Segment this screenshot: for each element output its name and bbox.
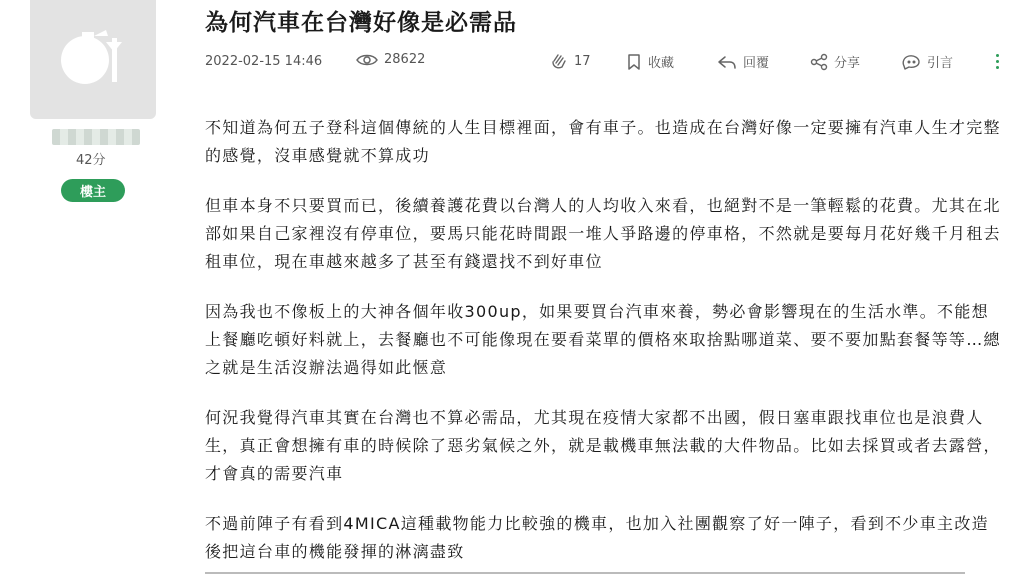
author-score: 42分 <box>76 153 106 168</box>
bookmark-label: 收藏 <box>648 56 675 71</box>
op-badge: 樓主 <box>61 179 125 202</box>
post-body <box>205 114 1005 588</box>
clap-icon <box>550 52 568 70</box>
divider <box>205 572 965 574</box>
eye-icon <box>356 53 378 67</box>
bomb-avatar-icon <box>58 28 130 88</box>
author-name-blurred[interactable] <box>52 129 140 145</box>
share-icon <box>810 53 828 71</box>
share-button[interactable] <box>810 52 860 71</box>
quote-icon <box>901 53 921 71</box>
quote-label: 引言 <box>927 56 954 71</box>
quote-button[interactable] <box>901 52 953 71</box>
post-paragraph: 不過前陣子有看到4MICA這種載物能力比較強的機車，也加入社團觀察了好一陣子，看到不少車主改造後把這台車的機能發揮的淋漓盡致 <box>205 514 989 561</box>
reply-button[interactable] <box>717 52 769 71</box>
post-paragraph: 何況我覺得汽車其實在台灣也不算必需品，尤其現在疫情大家都不出國，假日塞車跟找車位也是浪費人生，真正會想擁有車的時候除了惡劣氣候之外，就是載機車無法載的大件物品。比如去採買或者去露營，才會真的需要汽車 <box>205 408 1001 483</box>
post-title: 為何汽車在台灣好像是必需品 <box>205 10 517 36</box>
view-count-value: 28622 <box>384 52 426 67</box>
bookmark-icon <box>626 53 642 71</box>
post-paragraph: 因為我也不像板上的大神各個年收300up，如果要買台汽車來養，勢必會影響現在的生活水準。不能想上餐廳吃頓好料就上，去餐廳也不可能像現在要看菜單的價格來取捨點哪道菜、要不要加點套餐等等…總之就是生活沒辦法過得如此愜意 <box>205 302 1001 377</box>
reply-icon <box>717 54 737 70</box>
post-paragraph: 但車本身不只要買而已，後續養護花費以台灣人的人均收入來看，也絕對不是一筆輕鬆的花費。尤其在北部如果自己家裡沒有停車位，要馬只能花時間跟一堆人爭路邊的停車格，不然就是要每月花好幾千月租去租車位，現在車越來越多了甚至有錢還找不到好車位 <box>205 196 1001 271</box>
bookmark-button[interactable] <box>626 52 674 71</box>
share-label: 分享 <box>834 56 861 71</box>
clap-button[interactable] <box>550 52 591 70</box>
clap-count: 17 <box>574 53 591 69</box>
more-options-icon[interactable] <box>993 53 1001 71</box>
post-datetime: 2022-02-15 14:46 <box>205 54 323 69</box>
post-paragraph: 不知道為何五子登科這個傳統的人生目標裡面，會有車子。也造成在台灣好像一定要擁有汽車人生才完整的感覺，沒車感覺就不算成功 <box>205 118 1001 165</box>
view-count <box>356 52 425 67</box>
author-avatar[interactable] <box>30 0 156 119</box>
reply-label: 回覆 <box>743 56 770 71</box>
